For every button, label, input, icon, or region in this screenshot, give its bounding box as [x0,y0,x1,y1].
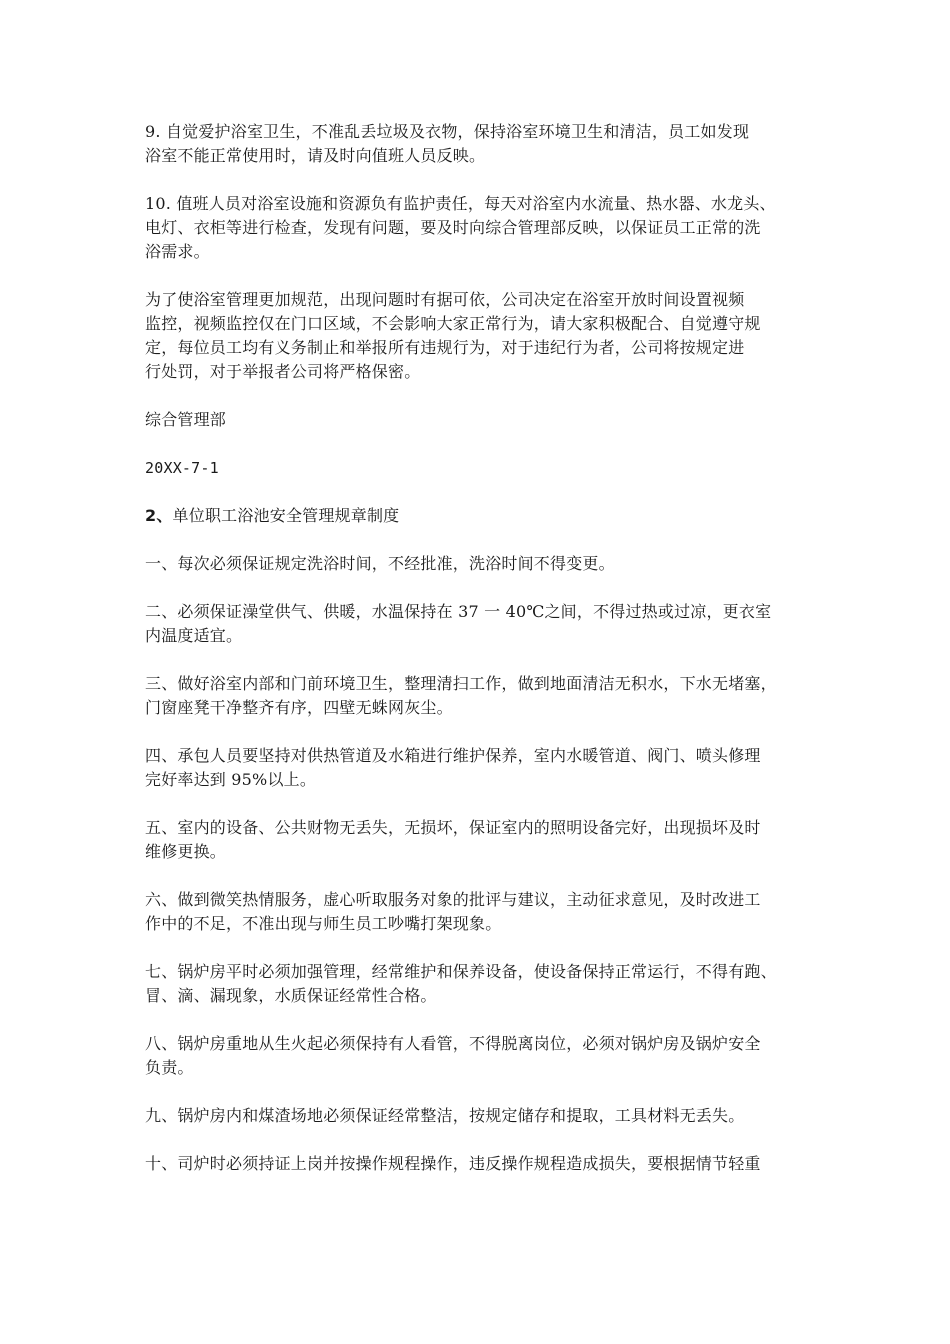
section-title: 单位职工浴池安全管理规章制度 [172,506,400,525]
document-date: 20XX-7-1 [145,459,219,477]
text-line: 十、司炉时必须持证上岗并按操作规程操作，违反操作规程造成损失，要根据情节轻重 [145,1154,761,1173]
item-3 [145,672,825,720]
item-9 [145,1104,825,1128]
text-line: 冒、滴、漏现象，水质保证经常性合格。 [145,986,437,1005]
rule-9-paragraph [145,120,825,168]
text-line: 八、锅炉房重地从生火起必须保持有人看管，不得脱离岗位，必须对锅炉房及锅炉安全 [145,1034,761,1053]
text-line: 为了使浴室管理更加规范，出现问题时有据可依，公司决定在浴室开放时间设置视频 [145,290,745,309]
text-line: 完好率达到 95%以上。 [145,770,317,789]
item-7 [145,960,825,1008]
item-1 [145,552,825,576]
section-heading-line [145,504,825,528]
department-name: 综合管理部 [145,410,227,429]
text-line: 9. 自觉爱护浴室卫生，不准乱丢垃圾及衣物，保持浴室环境卫生和清洁，员工如发现 [145,122,750,141]
item-10 [145,1152,825,1176]
text-line: 浴需求。 [145,242,210,261]
text-line: 门窗座凳干净整齐有序，四壁无蛛网灰尘。 [145,698,453,717]
text-line: 二、必须保证澡堂供气、供暖，水温保持在 37 一 40℃之间，不得过热或过凉，更衣室 [145,602,772,621]
text-line: 六、做到微笑热情服务，虚心听取服务对象的批评与建议，主动征求意见，及时改进工 [145,890,761,909]
text-line: 五、室内的设备、公共财物无丢失，无损坏，保证室内的照明设备完好，出现损坏及时 [145,818,761,837]
text-line: 电灯、衣柜等进行检查，发现有问题，要及时向综合管理部反映，以保证员工正常的洗 [145,218,761,237]
text-line: 10. 值班人员对浴室设施和资源负有监护责任，每天对浴室内水流量、热水器、水龙头、 [145,194,776,213]
item-6 [145,888,825,936]
text-line: 七、锅炉房平时必须加强管理，经常维护和保养设备，使设备保持正常运行，不得有跑、 [145,962,777,981]
text-line: 维修更换。 [145,842,227,861]
department-signature [145,408,825,432]
item-5 [145,816,825,864]
rule-10-paragraph [145,192,825,264]
section-2-heading [145,504,825,528]
text-line: 定，每位员工均有义务制止和举报所有违规行为，对于违纪行为者，公司将按规定进 [145,338,745,357]
date-line [145,456,825,480]
text-line: 负责。 [145,1058,194,1077]
item-8 [145,1032,825,1080]
document-page [145,120,825,1200]
text-line: 一、每次必须保证规定洗浴时间，不经批准，洗浴时间不得变更。 [145,554,615,573]
text-line: 作中的不足，不准出现与师生员工吵嘴打架现象。 [145,914,502,933]
text-line: 三、做好浴室内部和门前环境卫生，整理清扫工作，做到地面清洁无积水，下水无堵塞， [145,674,777,693]
notice-paragraph [145,288,825,384]
item-4 [145,744,825,792]
text-line: 四、承包人员要坚持对供热管道及水箱进行维护保养，室内水暖管道、阀门、喷头修理 [145,746,761,765]
item-2 [145,600,825,648]
text-line: 行处罚，对于举报者公司将严格保密。 [145,362,421,381]
text-line: 九、锅炉房内和煤渣场地必须保证经常整洁，按规定储存和提取，工具材料无丢失。 [145,1106,745,1125]
text-line: 内温度适宜。 [145,626,243,645]
section-number: 2、 [145,506,173,525]
text-line: 浴室不能正常使用时，请及时向值班人员反映。 [145,146,486,165]
text-line: 监控，视频监控仅在门口区域，不会影响大家正常行为，请大家积极配合、自觉遵守规 [145,314,761,333]
